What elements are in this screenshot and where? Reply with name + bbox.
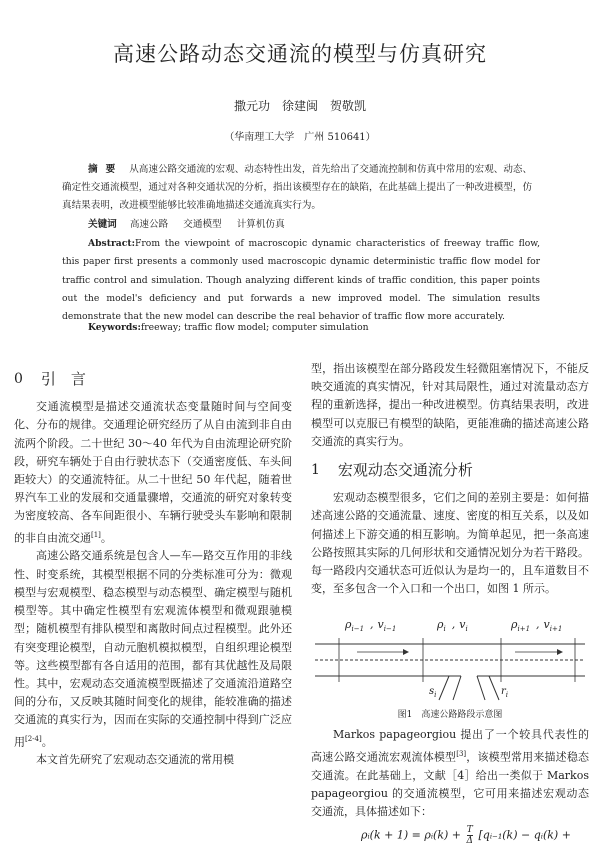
keyword-cn-item: 交通模型 bbox=[183, 219, 222, 230]
section-1-number: 1 bbox=[311, 462, 320, 479]
section-1-p2-text: Markos papageorgiou 提出了一个较具代表性的高速公路交通流宏观流体模型 bbox=[311, 728, 589, 764]
citation-ref: [2-4] bbox=[25, 734, 42, 743]
keywords-en-label: Keywords bbox=[88, 322, 138, 333]
keywords-en-text: freeway; traffic flow model; computer simulation bbox=[140, 322, 369, 333]
section-1-title: 宏观动态交通流分析 bbox=[337, 461, 473, 480]
right-column bbox=[311, 360, 589, 846]
fraction-numerator: T bbox=[466, 825, 473, 836]
section-1-heading bbox=[311, 461, 589, 479]
keywords-cn-label: 关键词 bbox=[88, 219, 117, 230]
section-1-p2-end: ，该模型常用来描述稳态交通流。在此基础上，文献［4］给出一类似于 Markos papageorgiou 的交通流模型，它可用来描述宏观动态交通流，具体描述如下： bbox=[311, 750, 590, 818]
section-0-number: 0 bbox=[14, 371, 23, 387]
equation-lhs: ρᵢ(k + 1) = ρᵢ(k) + bbox=[361, 828, 461, 842]
intro-paragraph-2 bbox=[14, 547, 292, 751]
intro-paragraph-1 bbox=[14, 398, 292, 547]
off-ramp bbox=[477, 676, 485, 700]
fraction-denominator: Δ bbox=[466, 836, 473, 846]
on-ramp-edge bbox=[453, 676, 461, 700]
label-r-i: $r_i$ bbox=[501, 686, 509, 700]
freeway-segment-diagram bbox=[311, 598, 589, 710]
abstract-chinese bbox=[62, 161, 540, 215]
figure-1 bbox=[311, 598, 589, 710]
abstract-english: Abstract:From the viewpoint of macroscopic dynamic characteristics of freeway traffic flow, this paper first presents a commonly used macroscopic dynamic deterministic traffic flow model for traffic control and simulation. Though analyzing different kinds of traffic condition, this paper points out the model's deficiency and put forwards a new improved model. The simulation results demonstrate that the new model can describe the real behavior of traffic flow more accurately. bbox=[62, 238, 540, 323]
intro-paragraph-3: 本文首先研究了宏观动态交通流的常用模 bbox=[36, 753, 234, 767]
intro-p2-text: 高速公路交通系统是包含人—车—路交互作用的非线性、时变系统，其模型根据不同的分类标准可分为：微观模型与宏观模型、稳态模型与动态模型、确定模型与随机模型等。其中确定性模型有宏观流体模型和微观跟驰模型；随机模型有排队模型和离散时间点过程模型。此外还有突变理论模型，自动元胞机模拟模型，自组织理论模型等。这些模型都有各自适用的范围，都有其优越性及局限性。其中，宏观动态交通流模型既描述了交通流沿道路空间的分布，又反映其随时间变化的规律，能较准确的描述交通流的真实行为，因而在实际的交通控制中得到广泛应用 bbox=[14, 549, 292, 749]
affiliation: （华南理工大学 广州 510641） bbox=[224, 132, 376, 143]
keywords-english: Keywords:freeway; traffic flow model; computer simulation bbox=[88, 322, 369, 333]
off-ramp-edge bbox=[489, 676, 499, 700]
intro-p2-end: 。 bbox=[41, 735, 53, 749]
flow-arrowhead-1 bbox=[403, 649, 409, 655]
citation-ref: [1] bbox=[91, 530, 101, 539]
intro-p1-end: 。 bbox=[100, 531, 112, 545]
intro-p1-text: 交通流模型是描述交通流状态变量随时间与空间变化、分布的规律。交通理论研究经历了从自由流到非自由流两个阶段。二十世纪 30～40 年代为自由流理论研究阶段，研究车辆处于自由行驶状态下（交通密度低、车头间距较大）的交通流特征。从二十世纪 50 年代起，随着世界汽车工业的发展和交通量骤增，交通流的研究对象转变为密度较高、各车间距很小、车辆行驶受头车影响和限制的非自由流交通 bbox=[14, 400, 292, 545]
abstract-en-text: From the viewpoint of macroscopic dynamic characteristics of freeway traffic flow, this paper first presents a commonly used macroscopic dynamic deterministic traffic flow model for traffic control and simulation. Though analyzing different kinds of traffic condition, this paper points out the model's deficiency and put forwards a new improved model. The simulation results demonstrate that the new model can describe the real behavior of traffic flow more accurately. bbox=[62, 238, 540, 323]
section-1-paragraph-2 bbox=[311, 726, 589, 821]
abstract-cn-label: 摘要 bbox=[88, 164, 124, 175]
section-1-paragraph-1: 宏观动态模型很多，它们之间的差别主要是：如何描述高速公路的交通流量、速度、密度的相互关系，以及如何描述上下游交通的相互影响。为简单起见，把一条高速公路按照其实际的几何形状和交通情况划分为若干路段。每一路段内交通状态可近似认为是均一的，且车道数目不变，至多包含一个入口和一个出口，如图 1 所示。 bbox=[311, 491, 589, 596]
keyword-cn-item: 计算机仿真 bbox=[236, 219, 285, 230]
section-0-title: 引 言 bbox=[40, 370, 86, 388]
on-ramp bbox=[439, 676, 449, 700]
section-0-heading bbox=[14, 370, 292, 388]
abstract-cn-text: 从高速公路交通流的宏观、动态特性出发，首先给出了交通流控制和仿真中常用的宏观、动态、确定性交通流模型，通过对各种交通状况的分析，指出该模型存在的缺陷，在此基础上提出了一种改进模型，仿真结果表明，改进模型能够比较准确地描述交通流真实行为。 bbox=[62, 164, 533, 211]
label-rho-i-plus-1: $\rho_{i+1}$ , $v_{i+1}$ bbox=[511, 618, 563, 634]
equation-rhs: [qᵢ₋₁(k) − qᵢ(k) + bbox=[478, 828, 571, 842]
flow-arrowhead-2 bbox=[557, 649, 563, 655]
figure-1-caption: 图1 高速公路路段示意图 bbox=[397, 710, 503, 721]
label-rho-i-minus-1: $\rho_{i-1}$ , $v_{i-1}$ bbox=[345, 618, 397, 634]
label-rho-i: $\rho_i$ , $v_i$ bbox=[437, 618, 468, 634]
abstract-en-label: Abstract bbox=[88, 238, 132, 249]
left-column bbox=[14, 368, 292, 770]
label-s-i: $s_i$ bbox=[429, 686, 437, 700]
paper-title: 高速公路动态交通流的模型与仿真研究 bbox=[113, 42, 487, 66]
keyword-cn-item: 高速公路 bbox=[129, 219, 169, 230]
authors: 撒元功 徐建闽 贺敬凯 bbox=[233, 99, 366, 113]
citation-ref: [3] bbox=[456, 749, 467, 758]
keywords-chinese bbox=[88, 216, 297, 230]
equation-density-update bbox=[361, 825, 589, 846]
equation-fraction bbox=[467, 825, 474, 846]
intro-continued-paragraph: 型，指出该模型在部分路段发生轻微阻塞情况下，不能反映交通流的真实情况，针对其局限性，通过对流量动态方程的重新选择，提出一种改进模型。仿真结果表明，改进模型可以克服已有模型的缺陷，更能准确的描述高速公路交通流的真实行为。 bbox=[311, 362, 589, 448]
